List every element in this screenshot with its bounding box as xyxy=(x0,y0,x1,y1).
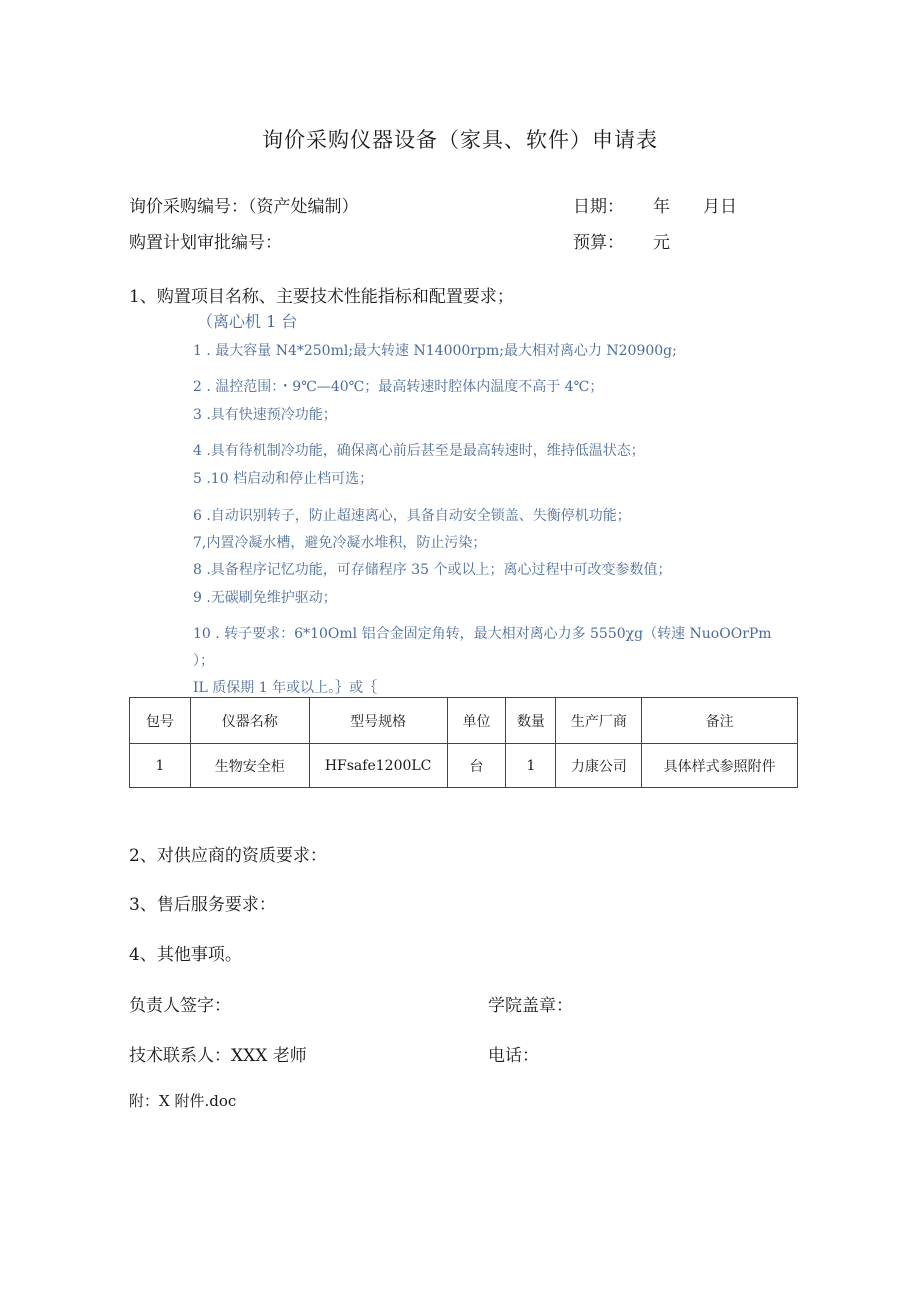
phone-label: 电话： xyxy=(488,1046,539,1066)
section4-heading: 4、其他事项。 xyxy=(129,945,242,965)
table-header-cell: 型号规格 xyxy=(309,698,447,744)
table-cell: 生物安全柜 xyxy=(190,744,309,788)
spec-line: ）； xyxy=(193,653,214,669)
plan-approval-number-label: 购置计划审批编号： xyxy=(129,233,282,253)
college-seal-label: 学院盖章： xyxy=(488,996,573,1016)
budget-unit: 元 xyxy=(653,233,670,253)
table-cell: 1 xyxy=(130,744,191,788)
spec-line: 2 . 温控范围：・9℃—40℃；最高转速时腔体内温度不高于 4℃； xyxy=(193,379,604,395)
table-cell: 台 xyxy=(447,744,506,788)
section2-heading: 2、对供应商的资质要求： xyxy=(129,846,327,866)
table-header-cell: 包号 xyxy=(130,698,191,744)
spec-line: 5 .10 档启动和停止档可选； xyxy=(193,471,374,487)
spec-line: 8 .具备程序记忆功能，可存储程序 35 个或以上；离心过程中可改变参数值； xyxy=(193,562,672,578)
spec-line: 7,内置冷凝水槽，避免冷凝水堆积，防止污染； xyxy=(193,535,487,551)
attachment-link[interactable]: 附：X 附件.doc xyxy=(129,1092,237,1110)
table-cell: 具体样式参照附件 xyxy=(642,744,798,788)
responsible-signature-label: 负责人签字： xyxy=(129,996,231,1016)
table-cell: 力康公司 xyxy=(556,744,642,788)
spec-line: 1 . 最大容量 N4*250ml;最大转速 N14000rpm;最大相对离心力 N20900g; xyxy=(193,343,677,359)
table-header-cell: 备注 xyxy=(642,698,798,744)
table-cell: 1 xyxy=(506,744,556,788)
page-title: 询价采购仪器设备（家具、软件）申请表 xyxy=(262,128,658,152)
table-header-cell: 数量 xyxy=(506,698,556,744)
table-row xyxy=(130,744,798,788)
spec-line: 10 . 转子要求：6*10Oml 铝合金固定角转，最大相对离心力多 5550χg（转速 NuoOOrPm xyxy=(193,626,772,642)
table-header-cell: 生产厂商 xyxy=(556,698,642,744)
table-header-cell: 单位 xyxy=(447,698,506,744)
equipment-table xyxy=(129,697,798,788)
section3-heading: 3、售后服务要求： xyxy=(129,895,276,915)
inquiry-number-label: 询价采购编号：（资产处编制） xyxy=(129,197,359,217)
spec-line: 4 .具有待机制冷功能，确保离心前后甚至是最高转速时，维持低温状态； xyxy=(193,443,645,459)
spec-line: 3 .具有快速预冷功能； xyxy=(193,407,337,423)
spec-line: IL 质保期 1 年或以上。｝或｛ xyxy=(193,680,378,696)
date-label: 日期： xyxy=(573,197,624,217)
date-month-day: 月日 xyxy=(703,197,737,217)
section1-heading: 1、购置项目名称、主要技术性能指标和配置要求； xyxy=(129,287,514,307)
budget-label: 预算： xyxy=(573,233,624,253)
item-name: （离心机 1 台 xyxy=(197,312,298,331)
date-year: 年 xyxy=(653,197,670,217)
table-cell: HFsafe1200LC xyxy=(309,744,447,788)
tech-contact-label: 技术联系人：XXX 老师 xyxy=(129,1046,307,1066)
table-header-cell: 仪器名称 xyxy=(190,698,309,744)
spec-line: 9 .无碳刷免维护驱动； xyxy=(193,590,337,606)
spec-line: 6 .自动识别转子，防止超速离心，具备自动安全锁盖、失衡停机功能； xyxy=(193,508,631,524)
table-header-row xyxy=(130,698,798,744)
